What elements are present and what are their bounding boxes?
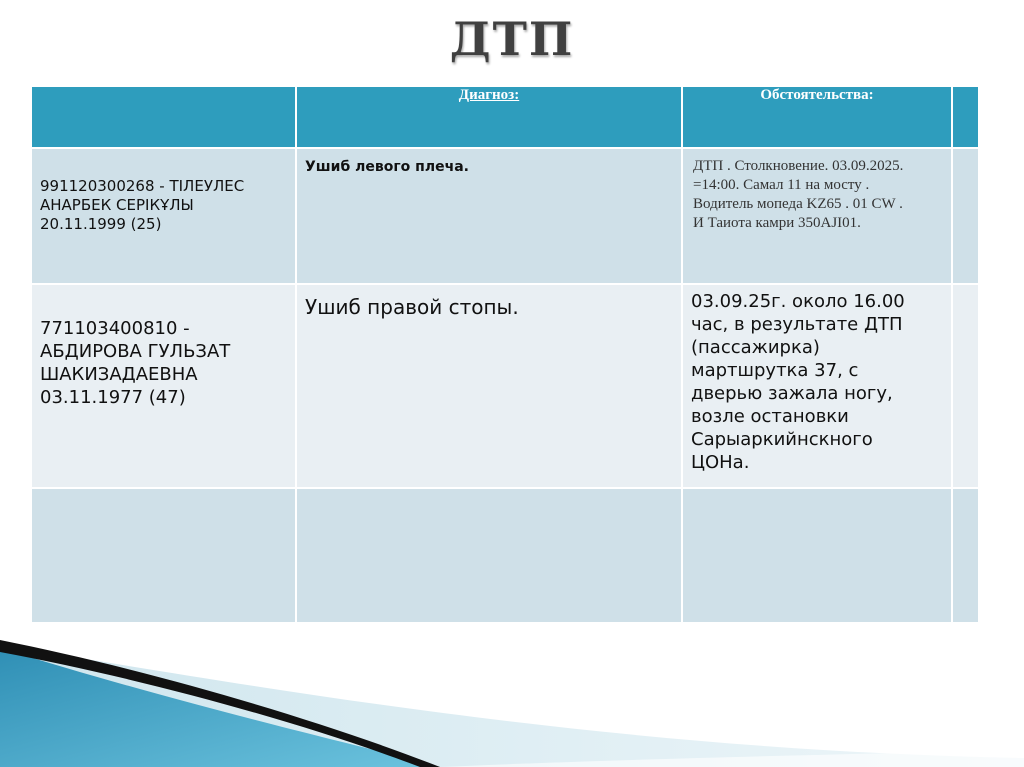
circumstances-text: ДТП . Столкновение. 03.09.2025. =14:00. Самал 11 на мосту . Водитель мопеда KZ65 . 01 CW . И Таиота камри 350AJI01. (693, 158, 904, 231)
patient-info: 991120300268 - ТІЛЕУЛЕС АНАРБЕК СЕРІКҰЛЫ 20.11.1999 (25) (40, 177, 245, 233)
table-row (31, 148, 979, 284)
header-cell-extra (952, 86, 979, 148)
diagnosis-text: Ушиб левого плеча. (305, 159, 469, 175)
dtp-table (30, 85, 980, 624)
table-row (31, 284, 979, 488)
diagnosis-cell (296, 148, 682, 284)
decorative-swoosh (0, 600, 1024, 767)
patient-cell (31, 148, 296, 284)
table-header-row (31, 86, 979, 148)
extra-cell (952, 284, 979, 488)
header-circumstances-label: Обстоятельства: (760, 87, 874, 103)
slide-title: ДТП (449, 12, 575, 66)
header-cell-patient (31, 86, 296, 148)
circumstances-cell (682, 284, 952, 488)
patient-cell (31, 284, 296, 488)
extra-cell (952, 148, 979, 284)
patient-info: 771103400810 - АБДИРОВА ГУЛЬЗАТ ШАКИЗАДАЕВНА 03.11.1977 (47) (40, 318, 231, 408)
header-cell-circumstances (682, 86, 952, 148)
diagnosis-cell (296, 284, 682, 488)
circumstances-cell (682, 148, 952, 284)
header-cell-diagnosis (296, 86, 682, 148)
circumstances-text: 03.09.25г. около 16.00 час, в результате ДТП (пассажирка) мартшрутка 37, с дверью зажала ногу, возле остановки Сарыаркийнскного ЦОНа. (691, 291, 905, 473)
diagnosis-text: Ушиб правой стопы. (305, 295, 519, 319)
header-diagnosis-label: Диагноз: (458, 87, 520, 103)
